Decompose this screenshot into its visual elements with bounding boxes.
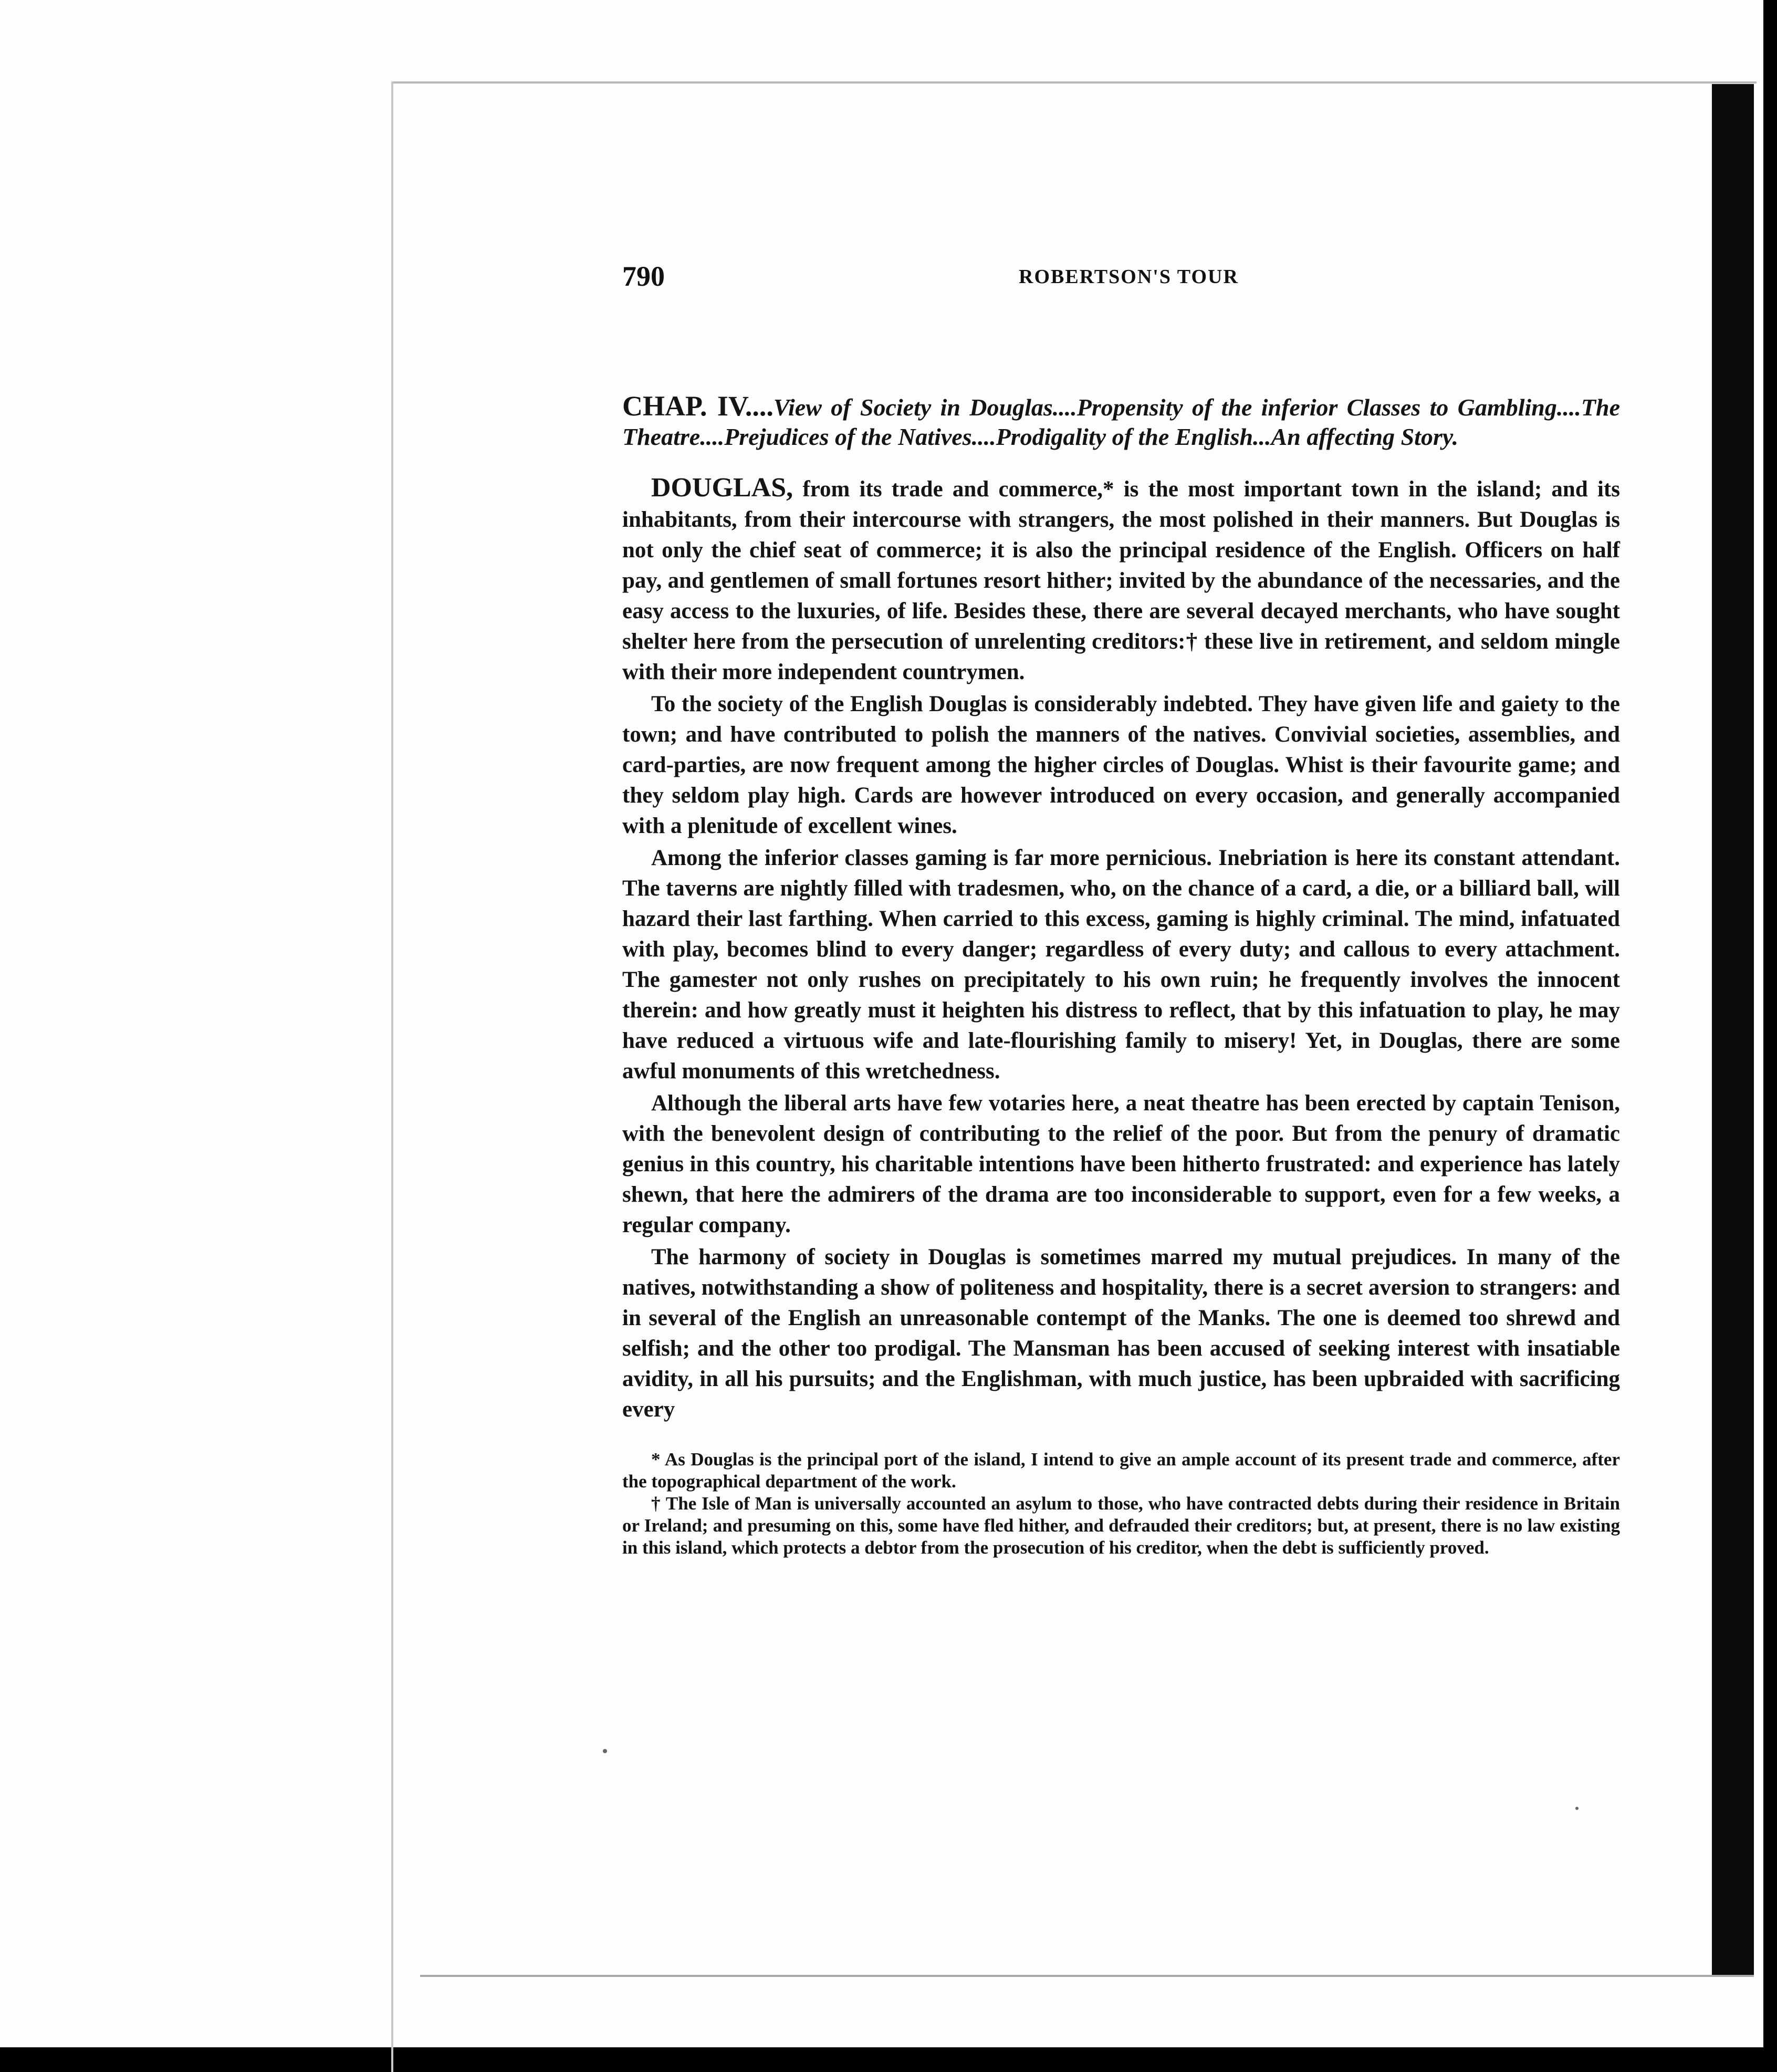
body-text — [622, 391, 1620, 1559]
paragraph — [622, 689, 1620, 841]
footnotes — [622, 1449, 1620, 1559]
lead-word: DOUGLAS, — [651, 473, 793, 503]
paragraph-text: Among the inferior classes gaming is far more pernicious. Inebriation is here its constant attendant. The taverns are nightly filled with tradesmen, who, on the chance of a card, a die, or a billiard ball, will hazard their last farthing. When carried to this excess, gaming is highly criminal. The mind, infatuated with play, becomes blind to every danger; regardless of every duty; and callous to every attachment. The gamester not only rushes on precipitately to his own ruin; he frequently involves the innocent therein: and how greatly must it heighten his distress to reflect, that by this infatuation to play, he may have reduced a virtuous wife and late-flourishing family to misery! Yet, in Douglas, there are some awful monuments of this wretchedness. — [622, 846, 1620, 1084]
leaf-edge-bottom — [420, 1975, 1754, 1977]
paragraph — [622, 1242, 1620, 1425]
paragraph — [622, 843, 1620, 1087]
ink-speck — [603, 1749, 607, 1753]
leaf-edge-right-shadow — [1712, 84, 1754, 1975]
chapter-heading — [622, 391, 1620, 452]
leaf-edge-left — [391, 81, 393, 2072]
paragraph-text: from its trade and commerce,* is the most important town in the island; and its inhabitants, from their intercourse with strangers, the most polished in their manners. But Douglas is not only the chief seat of commerce; it is also the principal residence of the English. Officers on half pay, and gentlemen of small fortunes resort hither; invited by the abundance of the necessaries, and the easy access to the luxuries, of life. Besides these, there are several decayed merchants, who have sought shelter here from the persecution of unrelenting creditors:† these live in retirement, and seldom mingle with their more independent countrymen. — [622, 477, 1620, 684]
running-title: ROBERTSON'S TOUR — [1019, 266, 1239, 288]
page-number: 790 — [622, 261, 665, 292]
footnote: † The Isle of Man is universally accounted an asylum to those, who have contracted debts during their residence in Britain or Ireland; and presuming on this, some have fled hither, and defrauded their creditors; but, at present, there is no law existing in this island, which protects a debtor from the prosecution of his creditor, when the debt is sufficiently proved. — [622, 1493, 1620, 1558]
chapter-label: CHAP. IV.... — [622, 390, 773, 422]
leaf-edge-top — [391, 81, 1757, 84]
paragraph — [622, 473, 1620, 688]
running-head — [622, 260, 1641, 297]
paragraph-text: To the society of the English Douglas is considerably indebted. They have given life and gaiety to the town; and have contributed to polish the manners of the natives. Convivial societies, assemblies, and card-parties, are now frequent among the higher circles of Douglas. Whist is their favourite game; and they seldom play high. Cards are however introduced on every occasion, and generally accompanied with a plenitude of excellent wines. — [622, 692, 1620, 838]
footnote: * As Douglas is the principal port of the island, I intend to give an ample account of its present trade and commerce, after the topographical department of the work. — [622, 1449, 1620, 1492]
paragraph-text: The harmony of society in Douglas is sometimes marred my mutual prejudices. In many of the natives, notwithstanding a show of politeness and hospitality, there is a secret aversion to strangers: and in several of the English an unreasonable contempt of the Manks. The one is deemed too shrewd and selfish; and the other too prodigal. The Mansman has been accused of seeking interest with insatiable avidity, in all his pursuits; and the Englishman, with much justice, has been upbraided with sacrificing every — [622, 1245, 1620, 1422]
paragraph-text: Although the liberal arts have few votaries here, a neat theatre has been erected by captain Tenison, with the benevolent design of contributing to the relief of the poor. But from the penury of dramatic genius in this country, his charitable intentions have been hitherto frustrated: and experience has lately shewn, that here the admirers of the drama are too inconsiderable to support, even for a few weeks, a regular company. — [622, 1091, 1620, 1237]
paragraph — [622, 1088, 1620, 1241]
chapter-summary: View of Society in Douglas....Propensity of the inferior Classes to Gambling....The Theatre....Prejudices of the Natives....Prodigality of the English...An affecting Story. — [622, 394, 1620, 450]
ink-speck — [1575, 1807, 1579, 1810]
